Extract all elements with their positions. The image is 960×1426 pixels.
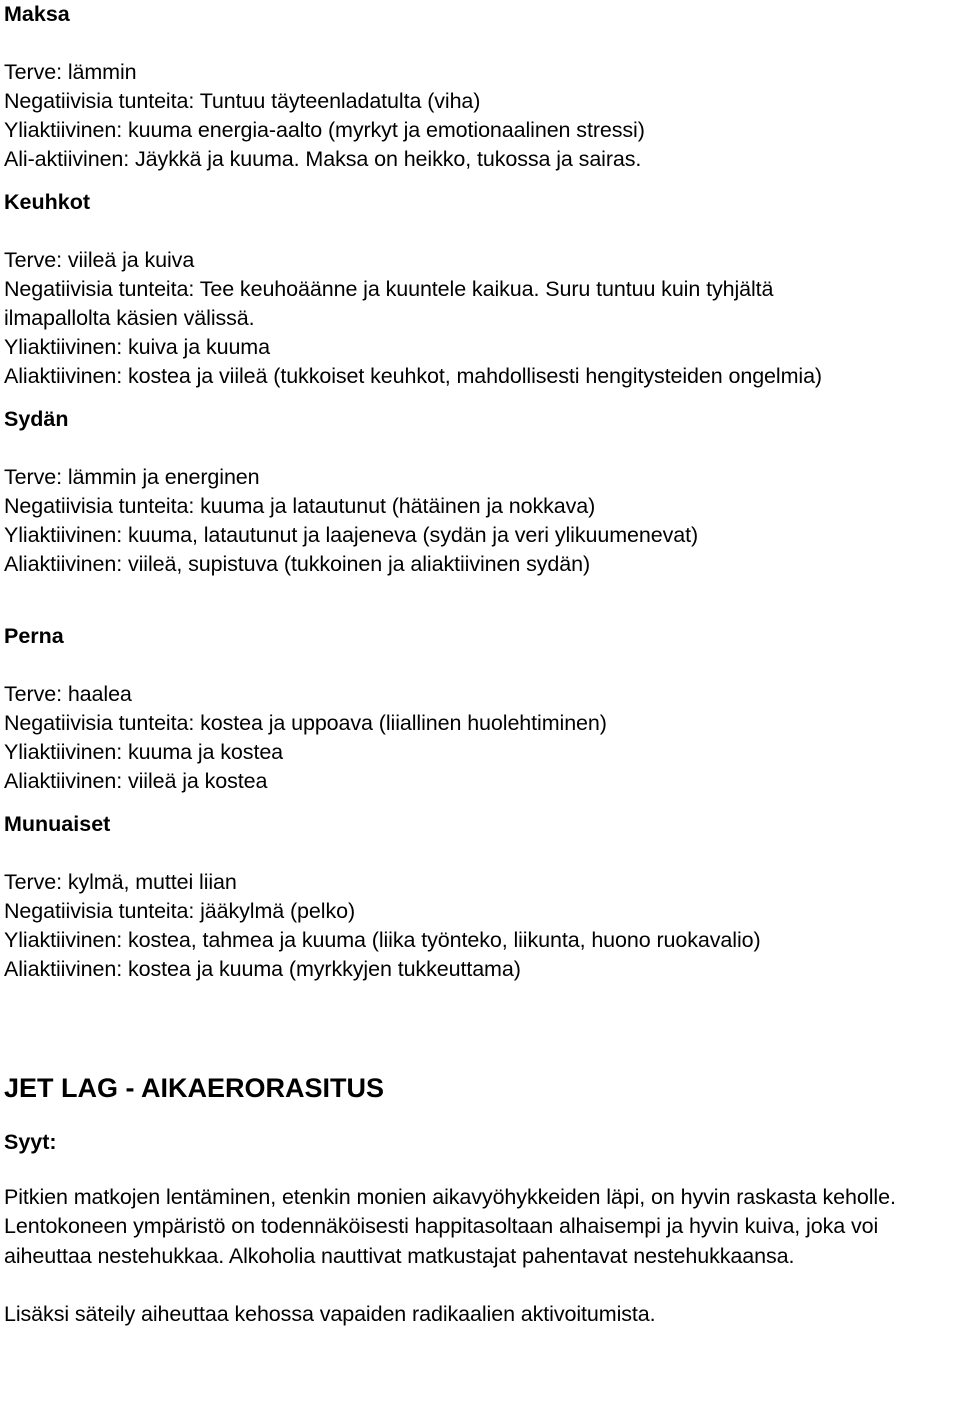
keuhkot-line-5: Aliaktiivinen: kostea ja viileä (tukkoiset keuhkot, mahdollisesti hengitysteiden ongelmia) — [4, 364, 822, 388]
keuhkot-line-1: Terve: viileä ja kuiva — [4, 248, 195, 272]
sydan-line-3: Yliaktiivinen: kuuma, latautunut ja laajeneva (sydän ja veri ylikuumenevat) — [4, 523, 699, 547]
jetlag-paragraph-1: Pitkien matkojen lentäminen, etenkin monien aikavyöhykkeiden läpi, on hyvin raskasta keholle. Lentokoneen ympäristö on todennäköisesti happitasoltaan alhaisempi ja hyvin kuiva, joka voi aiheuttaa nestehukkaa. Alkoholia nauttivat matkustajat pahentavat nestehukkaansa. — [4, 1185, 896, 1268]
maksa-line-4: Ali-aktiivinen: Jäykkä ja kuuma. Maksa on heikko, tukossa ja sairas. — [4, 147, 642, 171]
perna-line-2: Negatiivisia tunteita: kostea ja uppoava (liiallinen huolehtiminen) — [4, 711, 607, 735]
perna-line-1: Terve: haalea — [4, 682, 132, 706]
keuhkot-line-4: Yliaktiivinen: kuiva ja kuuma — [4, 335, 270, 359]
munuaiset-line-2: Negatiivisia tunteita: jääkylmä (pelko) — [4, 899, 356, 923]
maksa-line-3: Yliaktiivinen: kuuma energia-aalto (myrkyt ja emotionaalinen stressi) — [4, 118, 645, 142]
keuhkot-line-2: Negatiivisia tunteita: Tee keuhoäänne ja kuuntele kaikua. Suru tuntuu kuin tyhjältä — [4, 277, 774, 301]
section-heading-perna: Perna — [4, 624, 64, 648]
section-heading-keuhkot: Keuhkot — [4, 190, 90, 214]
sydan-line-1: Terve: lämmin ja energinen — [4, 465, 260, 489]
jetlag-paragraph-2: Lisäksi säteily aiheuttaa kehossa vapaiden radikaalien aktivoitumista. — [4, 1302, 656, 1327]
section-heading-munuaiset: Munuaiset — [4, 812, 111, 836]
munuaiset-line-1: Terve: kylmä, muttei liian — [4, 870, 237, 894]
sydan-line-4: Aliaktiivinen: viileä, supistuva (tukkoinen ja aliaktiivinen sydän) — [4, 552, 591, 576]
maksa-line-2: Negatiivisia tunteita: Tuntuu täyteenladatulta (viha) — [4, 89, 481, 113]
sydan-line-2: Negatiivisia tunteita: kuuma ja latautunut (hätäinen ja nokkava) — [4, 494, 596, 518]
document-page — [4, 0, 956, 1330]
jetlag-causes-label: Syyt: — [4, 1130, 57, 1154]
munuaiset-line-4: Aliaktiivinen: kostea ja kuuma (myrkkyjen tukkeuttama) — [4, 957, 521, 981]
maksa-line-1: Terve: lämmin — [4, 60, 137, 84]
section-heading-maksa: Maksa — [4, 2, 70, 26]
munuaiset-line-3: Yliaktiivinen: kostea, tahmea ja kuuma (liika työnteko, liikunta, huono ruokavalio) — [4, 928, 761, 952]
keuhkot-line-3: ilmapallolta käsien välissä. — [4, 306, 255, 330]
jetlag-heading: JET LAG - AIKAERORASITUS — [4, 1073, 385, 1103]
section-heading-sydan: Sydän — [4, 407, 69, 431]
perna-line-4: Aliaktiivinen: viileä ja kostea — [4, 769, 268, 793]
perna-line-3: Yliaktiivinen: kuuma ja kostea — [4, 740, 284, 764]
